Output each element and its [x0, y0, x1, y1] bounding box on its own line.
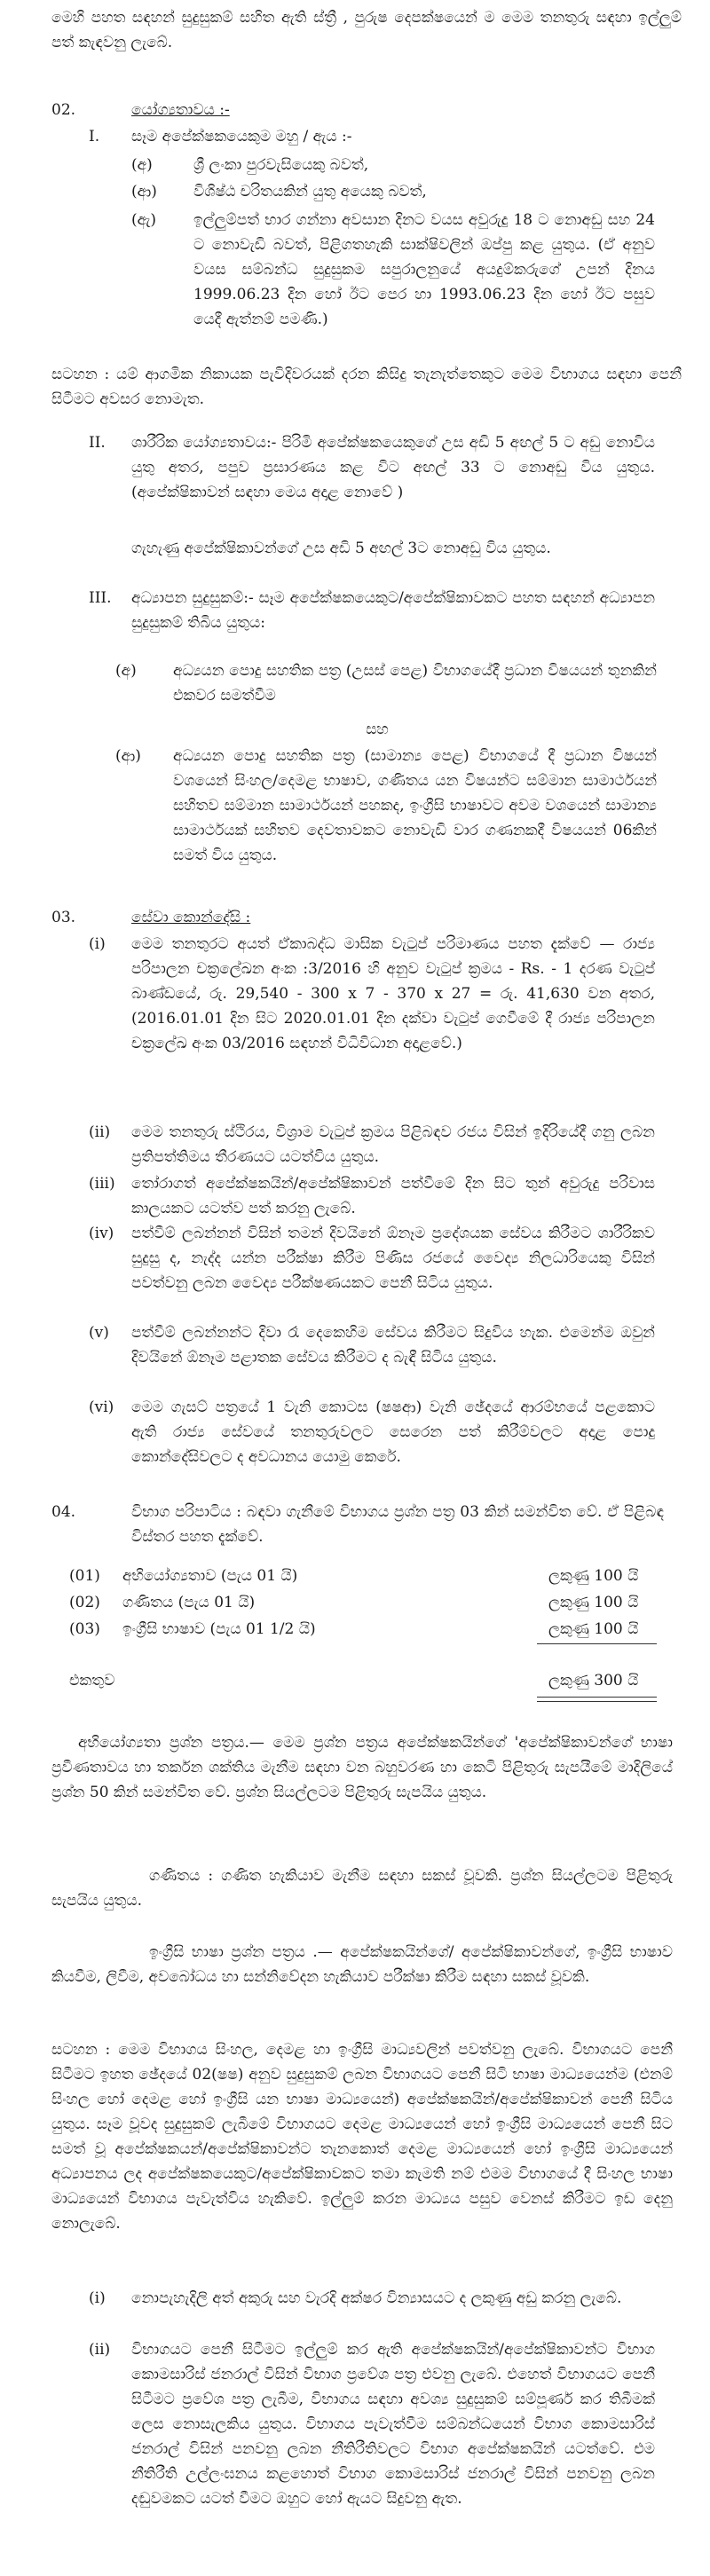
- exam-mark: (03): [69, 1620, 100, 1638]
- section-03-number: 03.: [51, 909, 76, 926]
- exam-marks: ලකුණු 100 යි: [548, 1567, 639, 1585]
- section-02-III-mark: III.: [89, 589, 112, 607]
- total-double-rule: [537, 1697, 657, 1702]
- sub-i-text: නොපැහැදිලි අත් අකුරු සහ වැරදි අක්ෂර වින්‍යාසයට ද ලකුණු අඩු කරනු ලැබේ.: [131, 2289, 622, 2307]
- maths-paragraph: ගණිතය : ගණිත හැකියාව මැනීම සඳහා සකස් වූවකි. ප්‍රශ්න සියල්ලටම පිළිතුරු සැපයිය යුතුය.: [51, 1867, 673, 1910]
- item-ae-mark: (ඇ): [131, 211, 157, 229]
- edu-a-text: අධ්‍යයන පොදු සහතික පත්‍ර (උසස් පෙළ) විභාගයේදී ප්‍රධාන විෂයයන් තුනකින් එකවර සමත්වීම: [173, 662, 657, 705]
- edu-a-mark: (අ): [115, 662, 137, 680]
- edu-b-text: අධ්‍යයන පොදු සහතික පත්‍ර (සාමාන්‍ය පෙළ) විභාගයේ දී ප්‍රධාන විෂයන් වශයෙන් සිංහල/දෙමළ භාෂාව, ගණිතය යන විෂයන්ට සම්මාන සාමාර්ථයන් සහිතව සම්මාන සාමාර්ථයන් පහකද, ඉංග්‍රීසි භාෂාවට අවම වශයෙන් සාමාන්‍ය සාමාර්ථයක් සහිතව දෙවතාවකට නොවැඩි වාර ගණනකදී විෂයයන් 06කින් සමත් විය යුතුය.: [173, 747, 657, 864]
- sub-i-mark: (i): [89, 2289, 106, 2307]
- section-02-number: 02.: [51, 101, 76, 119]
- edu-and: සහ: [366, 721, 389, 738]
- intro-paragraph: මෙහි පහත සඳහන් සුදුසුකම් සහිත ඇති ස්ත්‍රී , පුරුෂ දෙපක්ෂයෙන් ම මෙම තනතුරු සඳහා ඉල්ලුම් පත් කැඳවනු ලැබේ.: [51, 9, 682, 51]
- section-02-I-mark: I.: [89, 128, 100, 146]
- item-a-mark: (අ): [131, 156, 153, 174]
- exam-row: [69, 1590, 673, 1613]
- section-02-III-text: අධ්‍යාපන සුදුසුකම්:- සෑම අපේක්ෂකයෙකුට/අපේක්ෂිකාවකට පහත සඳහන් අධ්‍යාපන සුදුසුකම් තිබිය යුතුය:: [131, 589, 655, 632]
- edu-b-mark: (ආ): [115, 747, 141, 765]
- cond-v-mark: (v): [89, 1324, 109, 1342]
- section-03-heading: සේවා කොන්දේසි :: [131, 909, 251, 926]
- total-label: එකතුව: [69, 1672, 115, 1690]
- cond-i-mark: (i): [89, 935, 106, 953]
- cond-vi-mark: (vi): [89, 1398, 114, 1416]
- section-02-note: සටහන : යම් ආගමික නිකායක පැවිදිවරයක් දරන කිසිදු තැනැත්තෙකුට මෙම විභාගය සඳහා පෙනී සිටීමට අවසර නොමැත.: [51, 366, 682, 408]
- section-02-I-text: සෑම අපේක්ෂකයෙකුම මහු / ඇය :-: [131, 128, 352, 146]
- aptitude-paragraph: අභියෝග්‍යතා ප්‍රශ්න පත්‍රය.— මෙම ප්‍රශ්න පත්‍රය අපේක්ෂකයින්ගේ 'අපේක්ෂිකාවන්ගේ භාෂා ප්‍රවීණතාවය හා තර්කන ශක්තිය මැනීම සඳහා වන බහුවරණ හා කෙටි පිළිතුරු සැපයීමේ මාදිලියේ ප්‍රශ්න 50 කින් සමන්විත වේ. ප්‍රශ්න සියල්ලටම පිළිතුරු සැපයිය යුතුය.: [51, 1734, 673, 1801]
- item-a-text: ශ්‍රී ලංකා පුරවැසියෙකු බවත්,: [193, 156, 369, 174]
- cond-ii-mark: (ii): [89, 1123, 111, 1141]
- cond-iii-text: තෝරාගත් අපේක්ෂකයින්/අපේක්ෂිකාවන් පත්වීමේ දින සිට තුන් අවුරුදු පරිවාස කාලයකට යටත්ව පත් කරනු ලැබේ.: [131, 1175, 655, 1217]
- item-aa-text: විශිෂ්ඨ චරිතයකින් යුතු අයෙකු බවත්,: [193, 183, 427, 201]
- sub-ii-mark: (ii): [89, 2341, 111, 2359]
- exam-mark: (01): [69, 1567, 100, 1585]
- section-02-heading: යෝග්‍යතාවය :-: [131, 101, 230, 119]
- item-ae-text: ඉල්ලුම්පත් භාර ගන්නා අවසාන දිනට වයස අවුරුදු 18 ට නොඅඩු සහ 24 ට නොවැඩි බවත්, පිළිගතහැකි සාක්ෂිවලින් ඔප්පු කළ යුතුය. (ඒ අනුව වයස සම්බන්ධ සුදුසුකම සපුරාලනුයේ අයදුම්කරුගේ උපන් දිනය 1999.06.23 දින හෝ ඊට පෙර හා 1993.06.23 දින හෝ ඊට පසුව යෙදී ඇත්නම් පමණි.): [193, 211, 655, 328]
- exam-marks: ලකුණු 100 යි: [548, 1620, 639, 1638]
- cond-iv-text: පත්වීම් ලබන්නන් විසින් තමන් දිවයිනේ ඕනෑම ප්‍රදේශයක සේවය කිරීමට ශාරීරිකව සුදුසු ද, නැද්ද යන්න පරීක්ෂා කිරීම පිණිස රජයේ වෛද්‍ය නිලධාරියෙකු විසින් පවත්වනු ලබන වෛද්‍ය පරීක්ෂණයකට පෙනී සිටිය යුතුය.: [131, 1225, 655, 1292]
- exam-name: ගණිතය (පැය 01 යි): [122, 1594, 256, 1611]
- exam-row: [69, 1564, 673, 1587]
- cond-ii-text: මෙම තනතුරු ස්ථිරය, විශ්‍රාම වැටුප් ක්‍රමය පිළිබඳව රජය විසින් ඉදිරියේදී ගනු ලබන ප්‍රතිපත්තිමය තීරණයට යටත්විය යුතුය.: [131, 1123, 655, 1166]
- section-02-II-text: ශාරීරික යෝග්‍යතාවය:- පිරිමි අපේක්ෂකයෙකුගේ උස අඩි 5 අඟල් 5 ට අඩු නොවිය යුතු අතර, පපුව ප්‍රසාරණය කළ විට අඟල් 33 ට නොඅඩු විය යුතුය. (අපේක්ෂිකාවන් සඳහා මෙය අදාළ නොවේ ): [131, 434, 655, 501]
- exam-name: ඉංග්‍රීසි භාෂාව (පැය 01 1/2 යි): [122, 1620, 316, 1638]
- exam-mark: (02): [69, 1594, 100, 1611]
- cond-i-text: මෙම තනතුරට අයත් ඒකාබද්ධ මාසික වැටුප් පරිමාණය පහත දැක්වේ — රාජ්‍ය පරිපාලන චක්‍රලේඛන අංක :3/2016 හි අනුව වැටුප් ක්‍රමය - Rs. - 1 දරණ වැටුප් බාණ්ඩයේ, රු. 29,540 - 300 x 7 - 370 x 27 = රු. 41,630 වන අතර, (2016.01.01 දින සිට 2020.01.01 දින දක්වා වැටුප් ගෙවීමේ දී රාජ්‍ය පරිපාලන චක්‍රලේඛ අංක 03/2016 සඳහන් විධිවිධාන අදාළවේ.): [131, 935, 655, 1052]
- total-rule: [537, 1643, 657, 1644]
- section-04-note: සටහන : මෙම විභාගය සිංහල, දෙමළ හා ඉංග්‍රීසි මාධ්‍යවලින් පවත්වනු ලැබේ. විභාගයට පෙනී සිටීමට ඉහත ඡේදයේ 02(ෂෂ) අනුව සුදුසුකම් ලබන විභාගයට පෙනී සිටි භාෂා මාධ්‍යයෙන්ම (එනම් සිංහල හෝ දෙමළ හෝ ඉංග්‍රීසි යන භාෂා මාධ්‍යයෙන්) අපේක්ෂකයින්/අපේක්ෂිකාවන් පෙනී සිටිය යුතුය. සෑම වූවද සුදුසුකම් ලැබීමේ විභාගයට දෙමළ මාධ්‍යයෙන් හෝ ඉංග්‍රීසි මාධ්‍යයෙන් පෙනී සිට සමත් වූ අපේක්ෂකයන්/අපේක්ෂිකාවන්ට තැනකොත් දෙමළ මාධ්‍යයෙන් හෝ ඉංග්‍රීසි මාධ්‍යයෙන් අධ්‍යාපනය ලද අපේක්ෂකයෙකුට/අපේක්ෂිකාවකට තමා කැමති නම් එමම විභාගයේ දී සිංහල භාෂා මාධ්‍යයෙන් විභාගය පැවැත්විය හැකිවේ. ඉල්ලුම් කරන මාධ්‍යය පසුව වෙනස් කිරීමට ඉඩ දෙනු නොලැබේ.: [51, 2041, 673, 2233]
- english-paragraph: ඉංග්‍රීසි භාෂා ප්‍රශ්න පත්‍රය .— අපේක්ෂකයින්ගේ/ අපේක්ෂිකාවන්ගේ, ඉංග්‍රීසි භාෂාව කියවීම, ලිවීම, අවබෝධය හා සන්නිවේදන හැකියාව පරීක්ෂා කිරීම සඳහා සකස් වූවකි.: [51, 1943, 673, 1986]
- exam-row: [69, 1617, 673, 1640]
- section-04-number: 04.: [51, 1503, 76, 1521]
- section-02-II-mark: II.: [89, 434, 106, 452]
- total-marks: ලකුණු 300 යි: [548, 1672, 639, 1690]
- sub-ii-text: විභාගයට පෙනී සිටීමට ඉල්ලුම් කර ඇති අපේක්ෂකයින්/අපේක්ෂිකාවන්ට විභාග කොමසාරිස් ජනරාල් විසින් විභාග ප්‍රවේශ පත්‍ර එවනු ලැබේ. එහෙත් විභාගයට පෙනී සිටීමට ප්‍රවේශ පත්‍ර ලැබීම, විභාගය සඳහා අවශ්‍ය සුදුසුකම් සම්පූර්ණ කර තිබීමක් ලෙස නොසැලකිය යුතුය. විභාගය පැවැත්වීම සම්බන්ධයෙන් විභාග කොමසාරිස් ජනරාල් විසින් පනවනු ලබන නීතිරීතිවලට විභාග අපේක්ෂකයින් යටත්වේ. එම නීතිරීති උල්ලංඝනය කළහොත් විභාග කොමසාරිස් ජනරාල් විසින් පනවනු ලබන දඬුවමකට යටත් වීමට ඔහුට හෝ ඇයට සිදුවනු ඇත.: [131, 2341, 655, 2508]
- cond-vi-text: මෙම ගැසට් පත්‍රයේ 1 වැනි කොටස (ෂෂආ) වැනි ඡේදයේ ආරම්භයේ පළකොට ඇති රාජ්‍ය සේවයේ තනතුරුවලට සෙරෙන පත් කිරීම්වලට අදාළ පොදු කොන්දේසිවලට ද අවධානය යොමු කෙරේ.: [131, 1398, 655, 1466]
- section-04-text: විභාග පරිපාටිය : බඳවා ගැනීමේ විභාගය ප්‍රශ්න පත්‍ර 03 කින් සමන්විත වේ. ඒ පිළිබඳ විස්තර පහත දැක්වේ.: [131, 1503, 664, 1546]
- cond-iv-mark: (iv): [89, 1225, 114, 1242]
- item-aa-mark: (ආ): [131, 183, 157, 201]
- cond-iii-mark: (iii): [89, 1175, 115, 1193]
- exam-marks: ලකුණු 100 යි: [548, 1594, 639, 1611]
- section-02-II-female: ගැහැණු අපේක්ෂිකාවන්ගේ උස අඩි 5 අඟල් 3ට නොඅඩු විය යුතුය.: [131, 540, 551, 557]
- exam-name: අභියෝග්‍යතාව (පැය 01 යි): [122, 1567, 298, 1585]
- cond-v-text: පත්වීම් ලබන්නන්ට දිවා රෑ දෙකෙහිම සේවය කිරීමට සිදුවිය හැක. එමෙන්ම ඔවුන් දිවයිනේ ඕනෑම පළාතක සේවය කිරීමට ද බැඳී සිටිය යුතුය.: [131, 1324, 655, 1367]
